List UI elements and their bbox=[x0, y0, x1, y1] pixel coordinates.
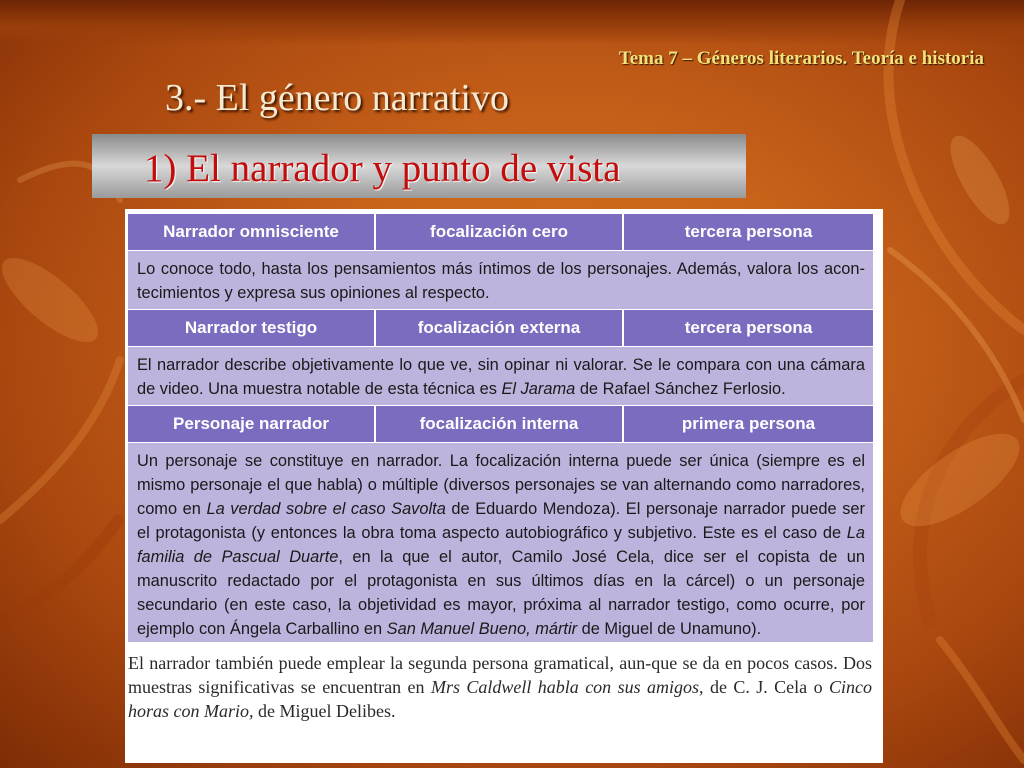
subtitle-text: 1) El narrador y punto de vista bbox=[144, 147, 621, 190]
note-text: de Miguel Delibes. bbox=[253, 701, 396, 721]
section-title: 3.- El género narrativo bbox=[165, 77, 509, 119]
person-cell: primera persona bbox=[624, 406, 873, 442]
narrator-type-cell: Personaje narrador bbox=[128, 406, 376, 442]
table-header-row bbox=[128, 406, 873, 442]
book-title: Cinco horas con Mario, bbox=[128, 677, 872, 721]
description-text: , en la que el autor, Camilo José Cela, dice ser el copista de un manuscrito redactado por el protagonista en sus últimos días en la cárcel) o un personaje secundario (en este caso, la objetividad es mayor, próxima al narrador testigo, como ocurre, por ejemplo con Ángela Carballino en bbox=[137, 548, 865, 638]
focalization-cell: focalización interna bbox=[376, 406, 624, 442]
narrator-type-cell: Narrador testigo bbox=[128, 310, 376, 346]
description-text: Un personaje se constituye en narrador. La focalización interna puede ser única (siempre es el mismo personaje el que habla) o múltiple (diversos personajes se van alternando como narradores, como en bbox=[137, 452, 865, 518]
table-header-row bbox=[128, 310, 873, 346]
description-text: Lo conoce todo, hasta los pensamientos más íntimos de los personajes. Además, valora los acon-tecimientos y expresa sus opiniones al respecto. bbox=[137, 260, 865, 302]
note-text: El narrador también puede emplear la segunda persona gramatical, aun-que se da en pocos casos. Dos muestras significativas se encuentran en bbox=[128, 653, 872, 697]
table-description-row bbox=[128, 251, 873, 309]
book-title: Mrs Caldwell habla con sus amigos, bbox=[430, 677, 704, 697]
topic-header: Tema 7 – Géneros literarios. Teoría e historia bbox=[618, 48, 984, 69]
table-header-row bbox=[128, 214, 873, 250]
table-description-row bbox=[128, 347, 873, 405]
narrator-types-card bbox=[125, 209, 883, 763]
book-title: San Manuel Bueno, mártir bbox=[386, 620, 578, 638]
focalization-cell: focalización cero bbox=[376, 214, 624, 250]
subtitle-banner bbox=[92, 134, 746, 198]
book-title: El Jarama bbox=[501, 380, 576, 398]
description-text: de Eduardo Mendoza). El personaje narrador puede ser el protagonista (y entonces la obra toma aspecto autobiográfico y subjetivo. Este es el caso de bbox=[137, 500, 865, 542]
description-text: de Miguel de Unamuno). bbox=[577, 620, 762, 638]
person-cell: tercera persona bbox=[624, 310, 873, 346]
note-text: de C. J. Cela o bbox=[703, 677, 829, 697]
person-cell: tercera persona bbox=[624, 214, 873, 250]
book-title: La verdad sobre el caso Savolta bbox=[206, 500, 446, 518]
description-text: de Rafael Sánchez Ferlosio. bbox=[575, 380, 786, 398]
narrator-type-cell: Narrador omnisciente bbox=[128, 214, 376, 250]
focalization-cell: focalización externa bbox=[376, 310, 624, 346]
second-person-note bbox=[128, 651, 872, 723]
table-description-row bbox=[128, 443, 873, 642]
description-text: El narrador describe objetivamente lo que ve, sin opinar ni valorar. Se le compara con una cámara de video. Una muestra notable de esta técnica es bbox=[137, 356, 865, 398]
book-title: La familia de Pascual Duarte bbox=[137, 524, 865, 566]
